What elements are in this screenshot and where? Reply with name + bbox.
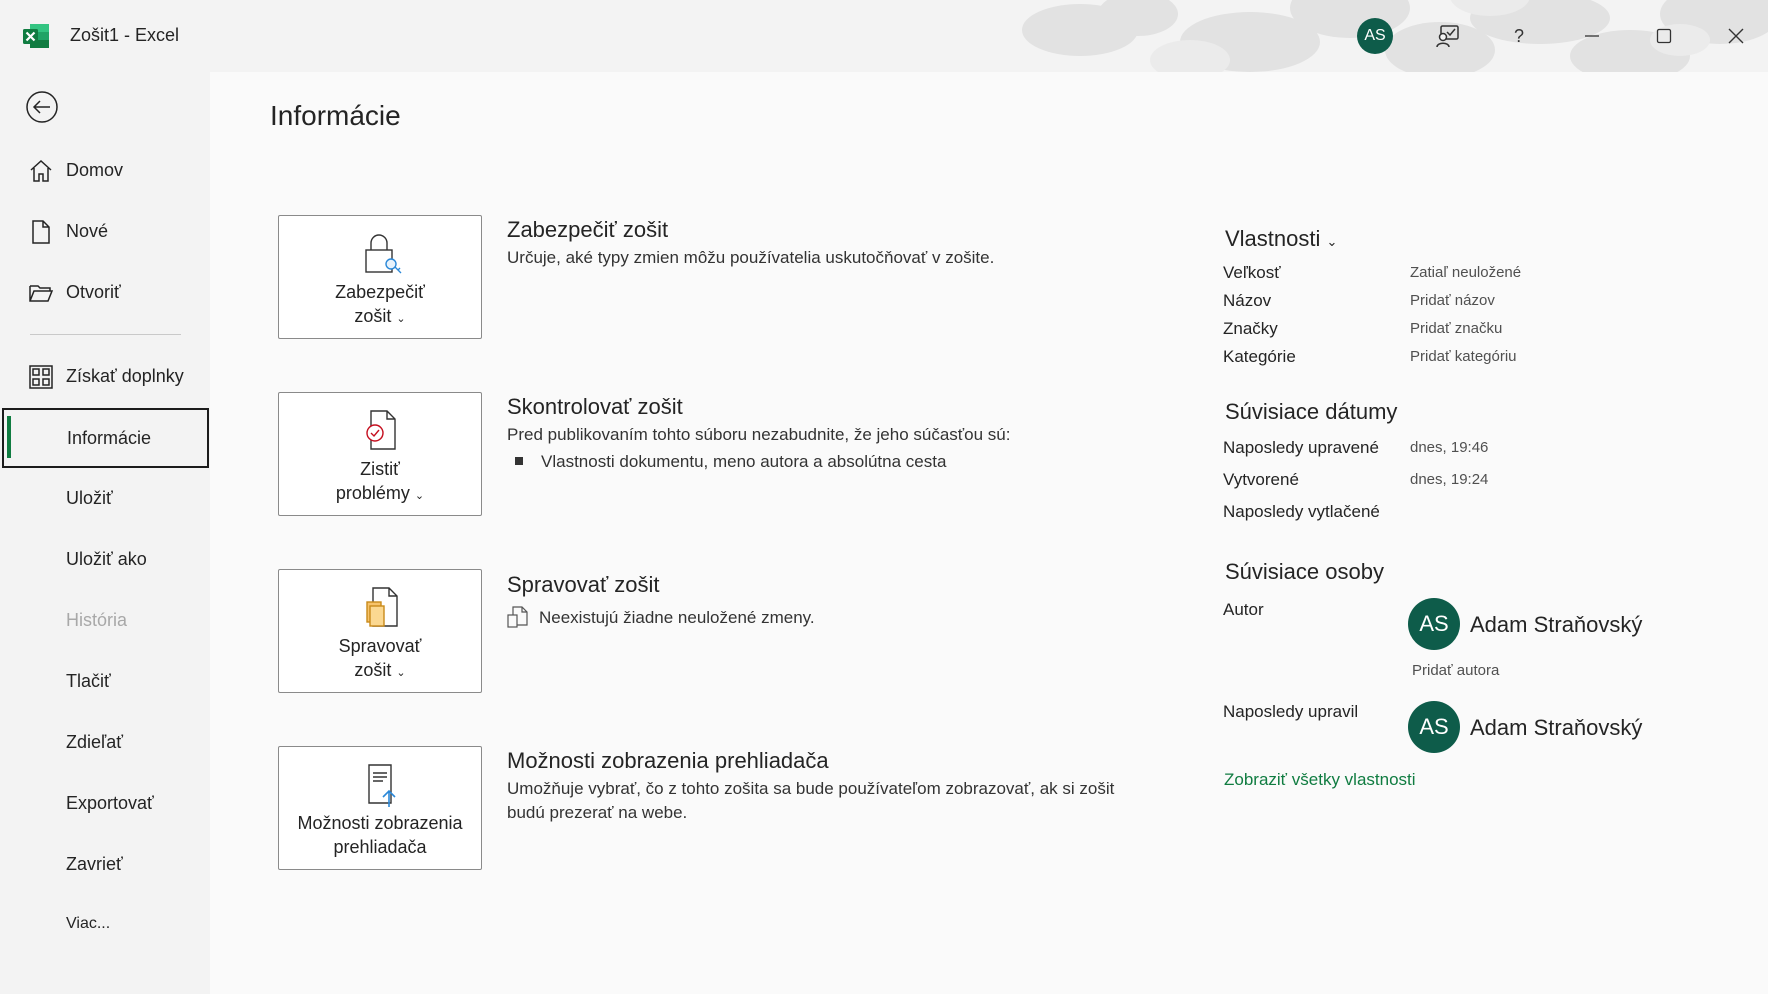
browser-view-section-description: Umožňuje vybrať, čo z tohto zošita sa bude používateľom zobrazovať, ak si zošit budú prezerať na webe.: [507, 779, 1115, 822]
property-title-value[interactable]: Pridať názov: [1410, 292, 1495, 309]
maximize-button[interactable]: [1646, 18, 1682, 54]
properties-dropdown[interactable]: Vlastnosti ⌄: [1225, 226, 1338, 251]
sidebar-item-history: História: [66, 610, 128, 630]
feedback-icon: [1435, 23, 1461, 49]
minimize-button[interactable]: [1574, 18, 1610, 54]
last-modified-by-label: Naposledy upravil: [1223, 702, 1359, 721]
sidebar-item-save[interactable]: Uložiť: [66, 488, 113, 508]
sidebar-item-export[interactable]: Exportovať: [66, 793, 154, 813]
date-created-label: Vytvorené: [1223, 470, 1299, 489]
help-button[interactable]: [1501, 18, 1537, 54]
chevron-down-icon: ⌄: [1326, 234, 1338, 249]
date-printed-label: Naposledy vytlačené: [1223, 502, 1380, 521]
sidebar-item-close[interactable]: Zavrieť: [66, 854, 123, 874]
back-button[interactable]: [25, 90, 59, 124]
add-author-link[interactable]: Pridať autora: [1412, 662, 1500, 679]
close-window-button[interactable]: [1718, 18, 1754, 54]
browser-view-icon: [363, 763, 403, 807]
author-name[interactable]: Adam Straňovský: [1470, 612, 1643, 637]
backstage-sidebar: [0, 72, 210, 994]
svg-text:?: ?: [1513, 26, 1525, 46]
help-icon: [1508, 25, 1530, 47]
date-modified-value: dnes, 19:46: [1410, 439, 1489, 456]
excel-logo-icon: [22, 23, 50, 49]
close-icon: [1727, 27, 1745, 45]
sidebar-item-save-as[interactable]: Uložiť ako: [66, 549, 147, 569]
manage-section-description: Neexistujú žiadne neuložené zmeny.: [507, 606, 1127, 630]
comments-feedback-button[interactable]: [1430, 18, 1466, 54]
protect-section-title: Zabezpečiť zošit: [507, 217, 669, 242]
date-created-value: dnes, 19:24: [1410, 471, 1489, 488]
property-categories-label: Kategórie: [1223, 347, 1296, 366]
lock-key-icon: [363, 232, 403, 276]
related-people-heading: Súvisiace osoby: [1225, 559, 1384, 584]
chevron-down-icon: ⌄: [396, 667, 406, 679]
sidebar-item-print[interactable]: Tlačiť: [66, 671, 111, 691]
minimize-icon: [1583, 27, 1601, 45]
date-modified-label: Naposledy upravené: [1223, 438, 1379, 457]
sidebar-item-share[interactable]: Zdieľať: [66, 732, 124, 752]
browser-view-options-button[interactable]: Možnosti zobrazenia prehliadača: [278, 746, 482, 870]
new-document-icon: [28, 219, 54, 245]
back-arrow-icon: [25, 90, 59, 124]
property-size-value: Zatiaľ neuložené: [1410, 264, 1522, 281]
last-modified-name[interactable]: Adam Straňovský: [1470, 715, 1643, 740]
manage-workbook-button[interactable]: Spravovať zošit ⌄: [278, 569, 482, 693]
manage-document-icon: [363, 586, 403, 630]
chevron-down-icon: ⌄: [396, 313, 406, 325]
info-panel: [210, 72, 1768, 994]
account-avatar[interactable]: AS: [1357, 18, 1393, 54]
home-icon: [28, 158, 54, 184]
chevron-down-icon: ⌄: [414, 490, 425, 502]
related-dates-heading: Súvisiace dátumy: [1225, 399, 1398, 424]
author-label: Autor: [1223, 600, 1264, 619]
browser-view-section-title: Možnosti zobrazenia prehliadača: [507, 748, 829, 773]
bullet-square-icon: [515, 457, 523, 465]
inspect-section-title: Skontrolovať zošit: [507, 394, 683, 419]
inspect-bullet: Vlastnosti dokumentu, meno autora a absolútna cesta: [515, 452, 946, 472]
window-title: Zošit1 - Excel: [70, 25, 180, 45]
unsaved-changes-icon: [507, 606, 529, 628]
property-categories-value[interactable]: Pridať kategóriu: [1410, 348, 1517, 365]
maximize-icon: [1655, 27, 1673, 45]
sidebar-item-home[interactable]: Domov: [0, 142, 210, 200]
sidebar-item-new[interactable]: Nové: [0, 203, 210, 261]
check-issues-button[interactable]: Zistiť problémy ⌄: [278, 392, 482, 516]
protect-workbook-button[interactable]: Zabezpečiť zošit ⌄: [278, 215, 482, 339]
author-avatar[interactable]: AS: [1408, 598, 1460, 650]
sidebar-item-open[interactable]: Otvoriť: [0, 264, 210, 322]
sidebar-item-info[interactable]: Informácie: [2, 408, 209, 468]
property-tags-value[interactable]: Pridať značku: [1410, 320, 1503, 337]
sidebar-item-get-addins[interactable]: Získať doplnky: [0, 348, 210, 406]
show-all-properties-link[interactable]: Zobraziť všetky vlastnosti: [1224, 770, 1416, 789]
sidebar-item-more[interactable]: Viac...: [66, 915, 111, 932]
open-folder-icon: [28, 280, 54, 306]
title-bar: [0, 0, 1768, 72]
property-size-label: Veľkosť: [1223, 263, 1281, 282]
manage-section-title: Spravovať zošit: [507, 572, 660, 597]
property-title-label: Názov: [1223, 291, 1272, 310]
last-modified-avatar[interactable]: AS: [1408, 701, 1460, 753]
protect-section-description: Určuje, aké typy zmien môžu používatelia uskutočňovať v zošite.: [507, 248, 995, 267]
inspect-section-description: Pred publikovaním tohto súboru nezabudnite, že jeho súčasťou sú:: [507, 425, 1011, 444]
page-title: Informácie: [270, 100, 401, 131]
sidebar-divider: [30, 334, 181, 335]
document-check-icon: [363, 409, 403, 453]
property-tags-label: Značky: [1223, 319, 1278, 338]
addins-grid-icon: [28, 364, 54, 390]
